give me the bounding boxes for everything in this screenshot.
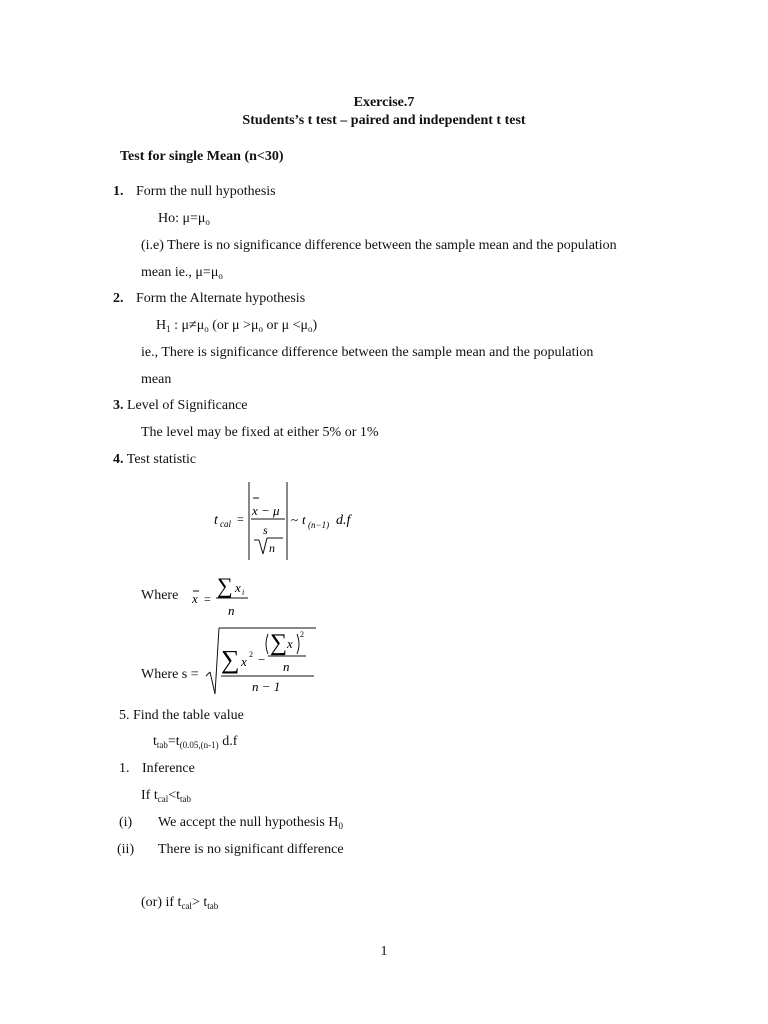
step-2-description-line-1: ie., There is significance difference between the sample mean and the population <box>141 345 594 360</box>
step-1-number: 1. <box>113 184 124 199</box>
svg-text:x: x <box>192 591 198 606</box>
svg-text:n − 1: n − 1 <box>252 679 281 694</box>
svg-text:n: n <box>283 659 290 674</box>
svg-text:2: 2 <box>249 650 253 659</box>
inference-condition: If $t_{cal}<t_{tab}$ <box>141 788 192 804</box>
inference-item-i-number: (i) <box>119 815 133 830</box>
step-2-number: 2. <box>113 291 124 306</box>
table-value-formula: $t_{tab}=t_{(0.05,(n-1)}$ d.f <box>153 734 238 750</box>
step-3-description: The level may be fixed at either 5% or 1% <box>141 425 379 440</box>
where-mean-label: Where <box>141 588 179 603</box>
svg-text:s: s <box>263 523 268 537</box>
svg-text:d.f: d.f <box>336 513 351 528</box>
svg-text:~: ~ <box>291 512 299 527</box>
svg-text:cal: cal <box>220 519 231 529</box>
mean-formula <box>188 570 258 620</box>
step-2-description-line-2: mean <box>141 372 172 387</box>
step-1-description-line-2: mean ie., $\mu=\mu_o$ <box>141 265 223 281</box>
step-1-label: Form the null hypothesis <box>136 184 276 199</box>
null-hypothesis: Ho: $\mu=\mu_o$ <box>158 211 210 227</box>
svg-text:(n−1): (n−1) <box>308 520 330 530</box>
svg-text:x: x <box>241 654 247 669</box>
step-5-label: 5. Find the table value <box>119 708 244 723</box>
svg-text:2: 2 <box>300 630 304 639</box>
inference-item-i-text: We accept the null hypothesis $H_0$ <box>158 815 343 831</box>
svg-text:=: = <box>204 592 211 606</box>
svg-text:x − μ: x − μ <box>252 503 280 518</box>
standard-deviation-formula <box>204 622 324 700</box>
svg-text:t: t <box>214 513 218 528</box>
section-title: Test for single Mean (n<30) <box>120 149 284 164</box>
inference-item-ii-text: There is no significant difference <box>158 842 344 857</box>
page-number: 1 <box>380 944 388 959</box>
svg-text:−: − <box>258 652 266 667</box>
t-statistic-formula <box>205 478 375 564</box>
step-3-heading: 3. Level of Significance <box>113 398 248 413</box>
svg-text:=: = <box>237 512 244 526</box>
svg-text:n: n <box>228 603 235 618</box>
svg-text:∑: ∑ <box>270 630 288 656</box>
svg-text:n: n <box>269 541 275 555</box>
document-title: Students’s t test – paired and independent t test <box>242 113 526 128</box>
where-s-label: Where s = <box>141 667 199 682</box>
svg-text:x: x <box>287 636 293 651</box>
inference-item-ii-number: (ii) <box>117 842 135 857</box>
svg-text:t: t <box>302 512 306 527</box>
step-2-label: Form the Alternate hypothesis <box>136 291 306 306</box>
svg-text:∑: ∑ <box>217 573 233 598</box>
svg-text:i: i <box>242 588 245 597</box>
inference-alternate-condition: (or) if $t_{cal}> t_{tab}$ <box>141 895 219 911</box>
svg-text:x: x <box>235 580 241 595</box>
svg-text:∑: ∑ <box>221 645 240 674</box>
step-1-description-line-1: (i.e) There is no significance difference between the sample mean and the population <box>141 238 617 253</box>
step-4-heading: 4. Test statistic <box>113 452 197 467</box>
exercise-number: Exercise.7 <box>353 95 415 110</box>
inference-label: Inference <box>142 761 195 776</box>
inference-number: 1. <box>119 761 130 776</box>
alternate-hypothesis: $H_1$ : $\mu\ne\mu_o$ (or $\mu >\mu_o$ or $\mu <\mu_o$) <box>156 318 318 334</box>
